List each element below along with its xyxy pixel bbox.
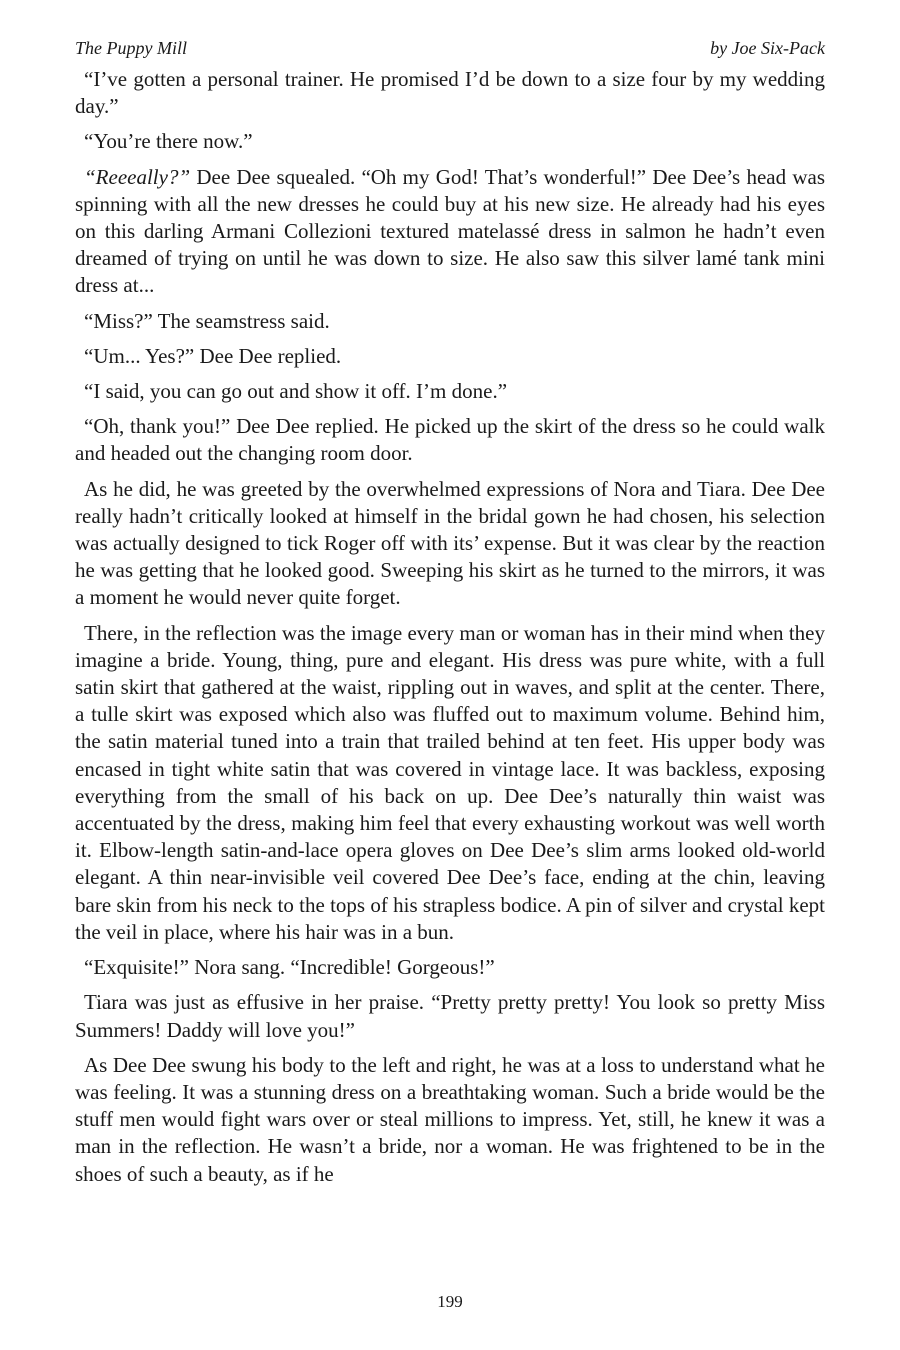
body-text	[75, 66, 825, 1188]
paragraph: “Reeeally?” Dee Dee squealed. “Oh my God! That’s wonderful!” Dee Dee’s head was spinning with all the new dresses he could buy at his new size. He already had his eyes on this darling Armani Collezioni textured matelassé dress in salmon he hadn’t even dreamed of trying on until he was down to size. He also saw this silver lamé tank mini dress at...	[75, 164, 825, 298]
emphasized-text: “Reeeally?”	[84, 164, 191, 189]
paragraph: As Dee Dee swung his body to the left and right, he was at a loss to understand what he was feeling. It was a stunning dress on a breathtaking woman. Such a bride would be the stuff men would fight wars over or steal millions to impress. Yet, still, he knew it was a man in the reflection. He wasn’t a bride, nor a woman. He was frightened to be in the shoes of such a beauty, as if he	[75, 1052, 825, 1186]
paragraph: “Um... Yes?” Dee Dee replied.	[84, 343, 342, 368]
running-header	[75, 36, 825, 66]
page-number: 199	[437, 1292, 463, 1311]
paragraph: As he did, he was greeted by the overwhelmed expressions of Nora and Tiara. Dee Dee really hadn’t critically looked at himself in the bridal gown he had chosen, his selection was actually designed to tick Roger off with its’ expense. But it was clear by the reaction he was getting that he looked good. Sweeping his skirt as he turned to the mirrors, it was a moment he would never quite forget.	[75, 476, 825, 610]
paragraph: Tiara was just as effusive in her praise. “Pretty pretty pretty! You look so pretty Miss Summers! Daddy will love you!”	[75, 990, 825, 1042]
paragraph: “Miss?” The seamstress said.	[84, 308, 330, 333]
paragraph: “You’re there now.”	[84, 129, 253, 154]
paragraph: “I said, you can go out and show it off. I’m done.”	[84, 379, 508, 404]
author-name: by Joe Six-Pack	[710, 38, 825, 58]
paragraph: “Exquisite!” Nora sang. “Incredible! Gorgeous!”	[84, 955, 495, 980]
book-title: The Puppy Mill	[75, 38, 187, 58]
paragraph: “I’ve gotten a personal trainer. He promised I’d be down to a size four by my wedding day.”	[75, 67, 825, 119]
page	[75, 36, 825, 1196]
paragraph: There, in the reflection was the image every man or woman has in their mind when they imagine a bride. Young, thing, pure and elegant. His dress was pure white, with a full satin skirt that gathered at the waist, rippling out in waves, and split at the center. There, a tulle skirt was exposed which also was fluffed out to maximum volume. Behind him, the satin material tuned into a train that trailed behind at ten feet. His upper body was encased in tight white satin that was covered in vintage lace. It was backless, exposing everything from the small of his back on up. Dee Dee’s naturally thin waist was accentuated by the dress, making him feel that every exhausting workout was well worth it. Elbow-length satin-and-lace opera gloves on Dee Dee’s slim arms looked old-world elegant. A thin near-invisible veil covered Dee Dee’s face, ending at the chin, leaving bare skin from his neck to the tops of his strapless bodice. A pin of silver and crystal kept the veil in place, where his hair was in a bun.	[75, 620, 825, 944]
paragraph: “Oh, thank you!” Dee Dee replied. He picked up the skirt of the dress so he could walk and headed out the changing room door.	[75, 414, 825, 466]
